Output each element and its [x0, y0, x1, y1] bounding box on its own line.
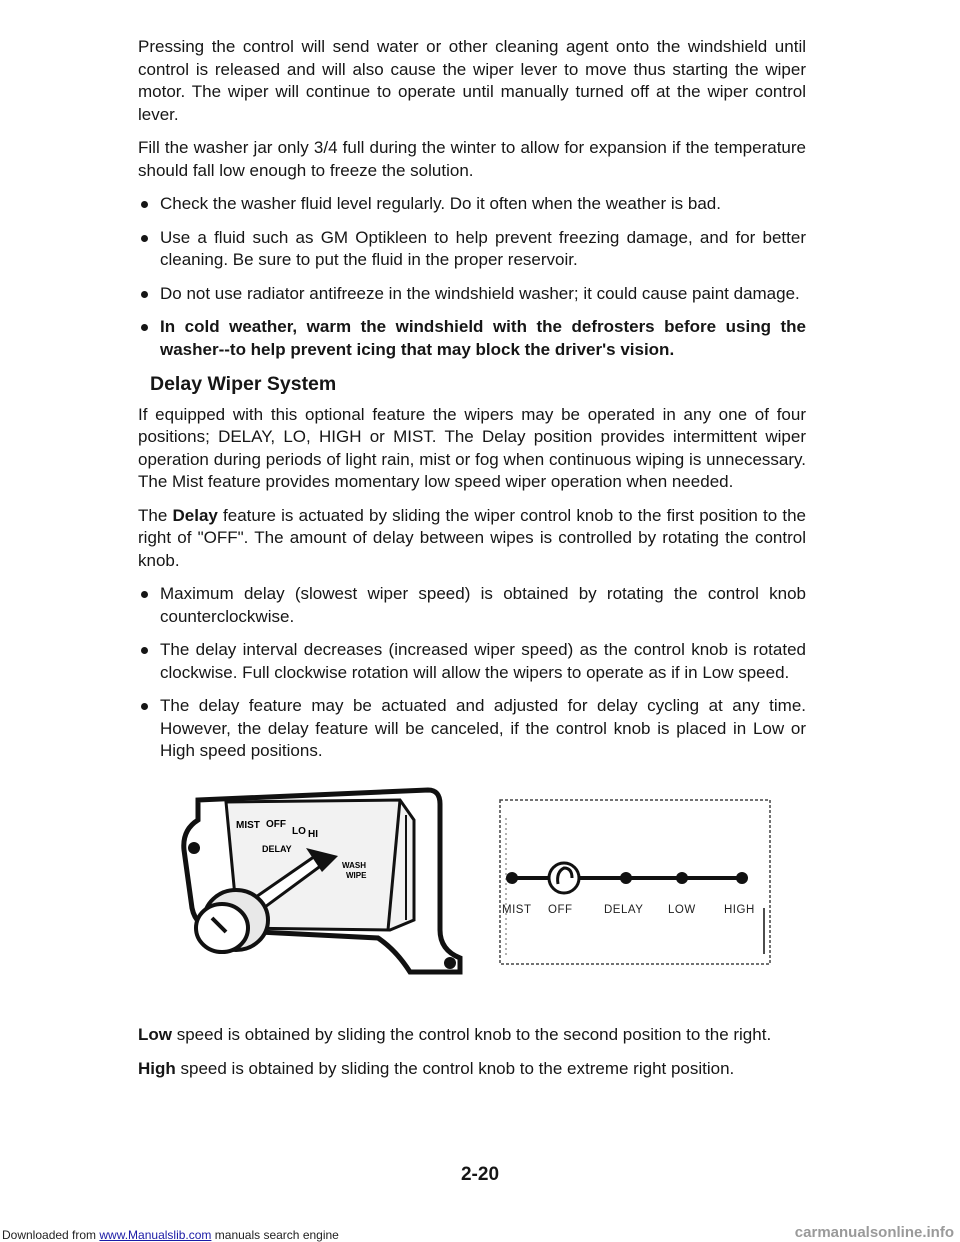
- label-low: LOW: [668, 904, 696, 916]
- section-heading: Delay Wiper System: [150, 373, 337, 395]
- position-dot-mist: [506, 872, 518, 884]
- delay-bullet-list: [138, 583, 806, 763]
- list-item: The delay feature may be actuated and adjusted for delay cycling at any time. However, the delay feature will be canceled, if the control knob is placed in Low or High speed positions.: [138, 695, 806, 763]
- high-speed-paragraph: [138, 1058, 806, 1081]
- position-label-off: OFF: [266, 819, 286, 830]
- position-dot-high: [736, 872, 748, 884]
- list-item: Do not use radiator antifreeze in the windshield washer; it could cause paint damage.: [138, 283, 806, 306]
- position-dot-delay: [620, 872, 632, 884]
- list-item: The delay interval decreases (increased wiper speed) as the control knob is rotated clockwise. Full clockwise rotation will allow the wipers to operate as if in Low speed.: [138, 639, 806, 684]
- high-term: High: [138, 1058, 176, 1078]
- washer-intro-paragraph: Pressing the control will send water or other cleaning agent onto the windshield until control is released and will also cause the wiper lever to move thus starting the wiper motor. The wiper will continue to operate until manually turned off at the wiper control lever.: [138, 37, 806, 124]
- high-text: speed is obtained by sliding the control knob to the extreme right position.: [175, 1058, 735, 1078]
- low-text: speed is obtained by sliding the control knob to the second position to the right.: [172, 1025, 772, 1044]
- list-item: Use a fluid such as GM Optikleen to help prevent freezing damage, and for better cleaning. Be sure to put the fluid in the proper reservoir.: [138, 227, 806, 272]
- label-off: OFF: [548, 904, 573, 916]
- wash-label: WASH: [342, 861, 366, 870]
- position-label-lo: LO: [292, 826, 306, 837]
- page-number: 2-20: [460, 1164, 500, 1185]
- footer-prefix: Downloaded from: [2, 1228, 100, 1242]
- list-item: Check the washer fluid level regularly. Do it often when the weather is bad.: [138, 193, 806, 216]
- position-dot-low: [676, 872, 688, 884]
- position-diagram: [498, 798, 778, 968]
- main-text-column: [138, 36, 806, 775]
- wipe-label: WIPE: [346, 871, 367, 880]
- delay-intro-paragraph: If equipped with this optional feature the wipers may be operated in any one of four positions; DELAY, LO, HIGH or MIST. The Delay position provides intermittent wiper operation during periods of light rain, mist or fog when continuous wiping is unnecessary. The Mist feature provides momentary low speed wiper operation when needed.: [138, 404, 806, 491]
- position-diagram-graphic: [498, 798, 778, 968]
- label-mist: MIST: [502, 904, 532, 916]
- warning-list-item: In cold weather, warm the windshield with the defrosters before using the washer--to help prevent icing that may block the driver's vision.: [138, 316, 806, 361]
- watermark: carmanualsonline.info: [794, 1224, 954, 1241]
- list-item: Maximum delay (slowest wiper speed) is obtained by rotating the control knob counterclockwise.: [138, 583, 806, 628]
- label-high: HIGH: [724, 904, 755, 916]
- manualslib-link[interactable]: www.Manualslib.com: [99, 1228, 212, 1242]
- delay-pre: The: [138, 505, 173, 525]
- position-label-mist: MIST: [236, 820, 260, 831]
- download-footer: [0, 1228, 341, 1242]
- delay-term: Delay: [172, 505, 218, 525]
- low-term: Low: [138, 1025, 172, 1044]
- position-label-delay: DELAY: [262, 844, 292, 854]
- washer-bullet-list: [138, 193, 806, 361]
- speed-text: [138, 1024, 806, 1091]
- delay-post: feature is actuated by sliding the wiper control knob to the first position to the right of "OFF". The amount of delay between wipes is controlled by rotating the control knob.: [138, 505, 806, 570]
- footer-suffix: manuals search engine: [211, 1228, 339, 1242]
- fill-jar-paragraph: Fill the washer jar only 3/4 full during the winter to allow for expansion if the temperature should fall low enough to freeze the solution.: [138, 138, 806, 180]
- label-delay: DELAY: [604, 904, 644, 916]
- delay-feature-paragraph: [138, 505, 806, 573]
- wiper-control-illustration: [178, 780, 468, 975]
- position-label-hi: HI: [308, 829, 318, 840]
- low-speed-paragraph: [138, 1024, 806, 1047]
